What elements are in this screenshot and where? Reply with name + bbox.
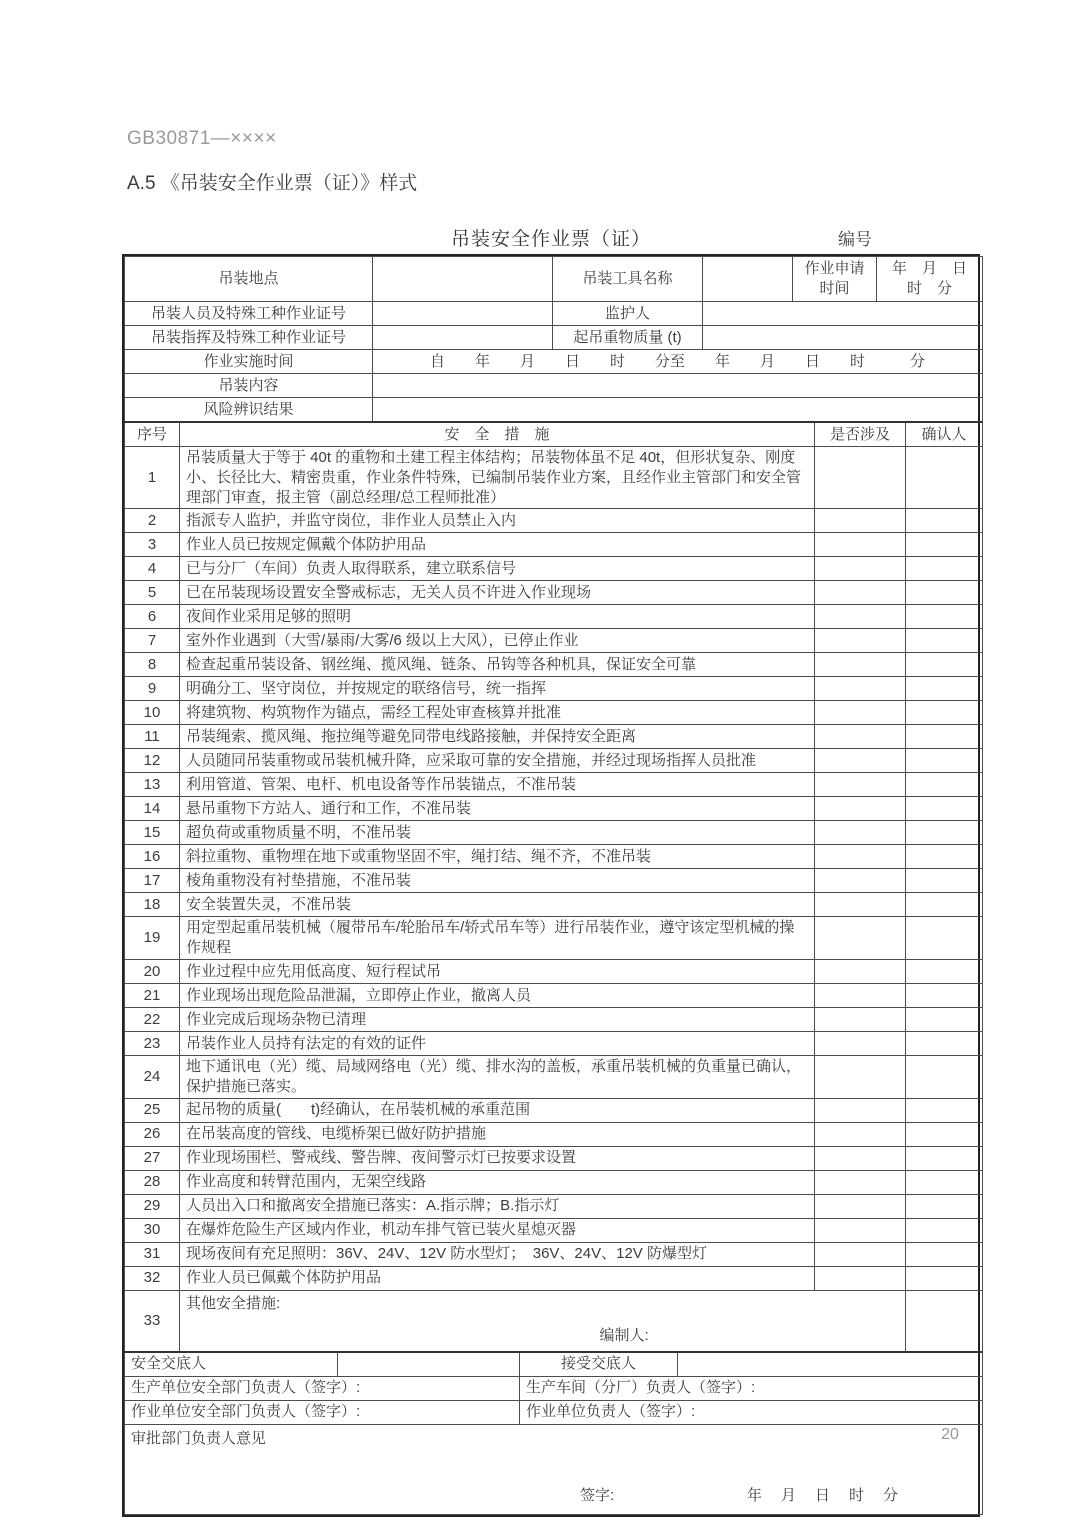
measure-row bbox=[125, 959, 983, 983]
measure-no: 10 bbox=[125, 701, 180, 725]
measures-body bbox=[125, 447, 983, 1291]
compiler-label: 编制人: bbox=[599, 1327, 649, 1345]
measure-row bbox=[125, 1170, 983, 1194]
personnel-cert-field bbox=[373, 302, 553, 326]
measure-text: 明确分工、坚守岗位，并按规定的联络信号，统一指挥 bbox=[180, 677, 815, 701]
involved-cell bbox=[815, 533, 906, 557]
measure-no: 28 bbox=[125, 1170, 180, 1194]
involved-cell bbox=[815, 959, 906, 983]
approval-opinion-label: 审批部门负责人意见 bbox=[131, 1429, 267, 1447]
confirmer-cell bbox=[906, 797, 983, 821]
form-number-label: 编号 bbox=[838, 230, 872, 249]
confirmer-cell bbox=[906, 1194, 983, 1218]
measure-row bbox=[125, 557, 983, 581]
measure-no: 29 bbox=[125, 1194, 180, 1218]
measure-no: 18 bbox=[125, 893, 180, 917]
signature-row-1 bbox=[125, 1376, 983, 1400]
unit-head-sign: 作业单位负责人（签字）: bbox=[520, 1400, 983, 1424]
measure-row bbox=[125, 725, 983, 749]
approval-row bbox=[125, 1424, 983, 1514]
col-header-measure: 安 全 措 施 bbox=[180, 422, 815, 447]
col-header-no: 序号 bbox=[125, 422, 180, 447]
measure-row bbox=[125, 533, 983, 557]
confirmer-cell bbox=[906, 557, 983, 581]
confirmer-cell bbox=[906, 1266, 983, 1290]
measure-text: 已与分厂（车间）负责人取得联系，建立联系信号 bbox=[180, 557, 815, 581]
involved-cell bbox=[815, 1031, 906, 1055]
involved-cell bbox=[815, 701, 906, 725]
measure-no: 6 bbox=[125, 605, 180, 629]
measure-no: 2 bbox=[125, 509, 180, 533]
measure-text: 作业现场出现危险品泄漏，立即停止作业，撤离人员 bbox=[180, 983, 815, 1007]
standard-code: GB30871—×××× bbox=[127, 128, 277, 149]
measure-text: 室外作业遇到（大雪/暴雨/大雾/6 级以上大风），已停止作业 bbox=[180, 629, 815, 653]
confirmer-cell bbox=[906, 701, 983, 725]
involved-cell bbox=[815, 1242, 906, 1266]
measure-row bbox=[125, 821, 983, 845]
measure-row bbox=[125, 1266, 983, 1290]
col-header-involved: 是否涉及 bbox=[815, 422, 906, 447]
measure-row bbox=[125, 629, 983, 653]
measure-no: 1 bbox=[125, 447, 180, 509]
measure-row-33 bbox=[125, 1290, 983, 1351]
confirmer-cell bbox=[906, 509, 983, 533]
measure-no: 5 bbox=[125, 581, 180, 605]
measure-text: 用定型起重吊装机械（履带吊车/轮胎吊车/轿式吊车等）进行吊装作业，遵守该定型机械的操作规程 bbox=[180, 917, 815, 960]
commander-cert-field bbox=[373, 326, 553, 350]
measure-no: 15 bbox=[125, 821, 180, 845]
involved-cell bbox=[815, 605, 906, 629]
implement-time-field: 自 年 月 日 时 分至 年 月 日 时 分 bbox=[373, 350, 983, 374]
involved-cell bbox=[815, 917, 906, 960]
personnel-cert-label: 吊装人员及特殊工种作业证号 bbox=[125, 302, 373, 326]
involved-cell bbox=[815, 1170, 906, 1194]
measure-text: 夜间作业采用足够的照明 bbox=[180, 605, 815, 629]
involved-cell bbox=[815, 677, 906, 701]
lifting-tool-field bbox=[703, 257, 793, 302]
measure-text: 作业过程中应先用低高度、短行程试吊 bbox=[180, 959, 815, 983]
guardian-label: 监护人 bbox=[553, 302, 703, 326]
measure-no: 20 bbox=[125, 959, 180, 983]
signature-row-2 bbox=[125, 1400, 983, 1424]
measure-row bbox=[125, 447, 983, 509]
measure-text: 斜拉重物、重物埋在地下或重物坚固不牢，绳打结、绳不齐，不准吊装 bbox=[180, 845, 815, 869]
measure-row bbox=[125, 773, 983, 797]
involved-cell bbox=[815, 1055, 906, 1098]
form-title-row bbox=[122, 224, 980, 254]
measure-no: 8 bbox=[125, 653, 180, 677]
approval-sign-date: 年 月 日 时 分 bbox=[747, 1486, 901, 1504]
lifting-tool-label: 吊装工具名称 bbox=[553, 257, 703, 302]
measure-row bbox=[125, 509, 983, 533]
measure-text: 起吊物的质量( t)经确认，在吊装机械的承重范围 bbox=[180, 1098, 815, 1122]
confirmer-cell bbox=[906, 845, 983, 869]
measure-row bbox=[125, 581, 983, 605]
measure-text: 在吊装高度的管线、电缆桥架已做好防护措施 bbox=[180, 1122, 815, 1146]
measure-text: 在爆炸危险生产区域内作业，机动车排气管已装火星熄灭器 bbox=[180, 1218, 815, 1242]
involved-cell bbox=[815, 653, 906, 677]
load-weight-label: 起吊重物质量 (t) bbox=[553, 326, 703, 350]
measure-no: 3 bbox=[125, 533, 180, 557]
involved-cell bbox=[815, 629, 906, 653]
apply-units-line1: 年 月 日 bbox=[891, 259, 967, 277]
involved-cell bbox=[815, 557, 906, 581]
measure-text: 作业高度和转臂范围内，无架空线路 bbox=[180, 1170, 815, 1194]
confirmer-cell bbox=[906, 653, 983, 677]
measure-text: 人员出入口和撤离安全措施已落实：A.指示牌；B.指示灯 bbox=[180, 1194, 815, 1218]
confirmer-cell bbox=[906, 917, 983, 960]
other-measures-cell bbox=[180, 1290, 906, 1351]
measure-row bbox=[125, 797, 983, 821]
confirmer-cell bbox=[906, 1098, 983, 1122]
measure-row bbox=[125, 1055, 983, 1098]
involved-cell bbox=[815, 869, 906, 893]
approval-opinion-cell bbox=[125, 1424, 983, 1514]
measure-row bbox=[125, 653, 983, 677]
involved-cell bbox=[815, 845, 906, 869]
measure-text: 利用管道、管架、电杆、机电设备等作吊装锚点，不准吊装 bbox=[180, 773, 815, 797]
confirmer-cell bbox=[906, 983, 983, 1007]
measure-text: 地下通讯电（光）缆、局域网络电（光）缆、排水沟的盖板，承重吊装机械的负重量已确认，保护措施已落实。 bbox=[180, 1055, 815, 1098]
involved-cell bbox=[815, 893, 906, 917]
info-row-6 bbox=[125, 398, 983, 422]
signature-table bbox=[124, 1351, 983, 1515]
measure-no: 27 bbox=[125, 1146, 180, 1170]
load-weight-field bbox=[703, 326, 983, 350]
measure-text: 已在吊装现场设置安全警戒标志，无关人员不许进入作业现场 bbox=[180, 581, 815, 605]
measure-text: 作业完成后现场杂物已清理 bbox=[180, 1007, 815, 1031]
measure-text: 作业人员已佩戴个体防护用品 bbox=[180, 1266, 815, 1290]
measure-no: 11 bbox=[125, 725, 180, 749]
briefing-receiver-label: 接受交底人 bbox=[520, 1352, 678, 1377]
measure-row bbox=[125, 1242, 983, 1266]
measure-text: 悬吊重物下方站人、通行和工作，不准吊装 bbox=[180, 797, 815, 821]
measure-text: 超负荷或重物质量不明，不准吊装 bbox=[180, 821, 815, 845]
involved-cell bbox=[815, 1266, 906, 1290]
involved-cell bbox=[815, 1218, 906, 1242]
safety-briefer-label: 安全交底人 bbox=[125, 1352, 338, 1377]
measure-row bbox=[125, 1031, 983, 1055]
measure-row bbox=[125, 845, 983, 869]
confirmer-cell bbox=[906, 1170, 983, 1194]
measure-text: 吊装质量大于等于 40t 的重物和土建工程主体结构；吊装物体虽不足 40t，但形状复杂、刚度小、长径比大、精密贵重，作业条件特殊，已编制吊装作业方案，且经作业主管部门和安全管理部门审查，报主管（副总经理/总工程师批准） bbox=[180, 447, 815, 509]
involved-cell bbox=[815, 447, 906, 509]
involved-cell bbox=[815, 797, 906, 821]
commander-cert-label: 吊装指挥及特殊工种作业证号 bbox=[125, 326, 373, 350]
involved-cell bbox=[815, 983, 906, 1007]
confirmer-cell bbox=[906, 749, 983, 773]
info-row-2 bbox=[125, 302, 983, 326]
measure-no: 26 bbox=[125, 1122, 180, 1146]
involved-cell bbox=[815, 1007, 906, 1031]
measure-row bbox=[125, 1007, 983, 1031]
measure-row bbox=[125, 605, 983, 629]
involved-cell bbox=[815, 1122, 906, 1146]
measure-text: 作业人员已按规定佩戴个体防护用品 bbox=[180, 533, 815, 557]
involved-cell bbox=[815, 1146, 906, 1170]
measure-no: 16 bbox=[125, 845, 180, 869]
measure-text: 将建筑物、构筑物作为锚点，需经工程处审查核算并批准 bbox=[180, 701, 815, 725]
measure-no: 13 bbox=[125, 773, 180, 797]
section-title: A.5 《吊装安全作业票（证）》样式 bbox=[127, 173, 418, 194]
measure-row bbox=[125, 869, 983, 893]
involved-cell bbox=[815, 821, 906, 845]
measure-no: 12 bbox=[125, 749, 180, 773]
confirmer-cell bbox=[906, 869, 983, 893]
lifting-content-label: 吊装内容 bbox=[125, 374, 373, 398]
measure-no: 23 bbox=[125, 1031, 180, 1055]
permit-form bbox=[122, 224, 980, 1517]
measure-no: 9 bbox=[125, 677, 180, 701]
guardian-field bbox=[703, 302, 983, 326]
other-measures-label: 其他安全措施: bbox=[186, 1294, 281, 1312]
confirmer-cell bbox=[906, 1055, 983, 1098]
approval-sign-label: 签字: bbox=[580, 1486, 615, 1504]
confirmer-cell bbox=[906, 1242, 983, 1266]
confirmer-cell bbox=[906, 821, 983, 845]
info-row-4 bbox=[125, 350, 983, 374]
confirmer-cell bbox=[906, 581, 983, 605]
confirmer-cell bbox=[906, 1146, 983, 1170]
apply-time-label: 作业申请时间 bbox=[793, 257, 877, 302]
confirmer-cell bbox=[906, 1007, 983, 1031]
measure-no: 31 bbox=[125, 1242, 180, 1266]
measure-no: 21 bbox=[125, 983, 180, 1007]
measure-text: 棱角重物没有衬垫措施，不准吊装 bbox=[180, 869, 815, 893]
confirmer-cell bbox=[906, 1122, 983, 1146]
lifting-content-field bbox=[373, 374, 983, 398]
measure-row bbox=[125, 983, 983, 1007]
measure-no: 25 bbox=[125, 1098, 180, 1122]
measure-no: 24 bbox=[125, 1055, 180, 1098]
lifting-site-label: 吊装地点 bbox=[125, 257, 373, 302]
measure-row bbox=[125, 1098, 983, 1122]
confirmer-cell bbox=[906, 1031, 983, 1055]
form-title: 吊装安全作业票（证） bbox=[450, 229, 651, 250]
measure-text: 吊装作业人员持有法定的有效的证件 bbox=[180, 1031, 815, 1055]
measure-row bbox=[125, 917, 983, 960]
col-header-confirmer: 确认人 bbox=[906, 422, 983, 447]
risk-result-field bbox=[373, 398, 983, 422]
prod-safety-dept-sign: 生产单位安全部门负责人（签字）: bbox=[125, 1376, 520, 1400]
measure-row bbox=[125, 1218, 983, 1242]
measure-text: 人员随同吊装重物或吊装机械升降，应采取可靠的安全措施，并经过现场指挥人员批准 bbox=[180, 749, 815, 773]
apply-units-line2: 时 分 bbox=[906, 280, 952, 297]
measure-no: 4 bbox=[125, 557, 180, 581]
measure-text: 作业现场围栏、警戒线、警告牌、夜间警示灯已按要求设置 bbox=[180, 1146, 815, 1170]
measures-header-row bbox=[125, 422, 983, 447]
measures-table bbox=[124, 421, 983, 1352]
confirmer-cell bbox=[906, 1218, 983, 1242]
briefing-receiver-field bbox=[678, 1352, 983, 1377]
measure-text: 检查起重吊装设备、钢丝绳、揽风绳、链条、吊钩等各种机具，保证安全可靠 bbox=[180, 653, 815, 677]
measure-text: 指派专人监护，并监守岗位，非作业人员禁止入内 bbox=[180, 509, 815, 533]
measure-no: 33 bbox=[125, 1290, 180, 1351]
apply-time-units bbox=[877, 257, 983, 302]
confirmer-cell bbox=[906, 959, 983, 983]
measure-row bbox=[125, 749, 983, 773]
measure-row bbox=[125, 893, 983, 917]
confirmer-cell bbox=[906, 773, 983, 797]
measure-no: 30 bbox=[125, 1218, 180, 1242]
measure-no: 17 bbox=[125, 869, 180, 893]
involved-cell bbox=[815, 749, 906, 773]
prod-workshop-sign: 生产车间（分厂）负责人（签字）: bbox=[520, 1376, 983, 1400]
confirmer-cell bbox=[906, 893, 983, 917]
safety-briefer-field bbox=[338, 1352, 520, 1377]
info-table bbox=[124, 256, 983, 422]
confirmer-cell bbox=[906, 1290, 983, 1351]
risk-result-label: 风险辨识结果 bbox=[125, 398, 373, 422]
confirmer-cell bbox=[906, 533, 983, 557]
measure-row bbox=[125, 1122, 983, 1146]
measure-row bbox=[125, 701, 983, 725]
measure-row bbox=[125, 1146, 983, 1170]
info-row-1 bbox=[125, 257, 983, 302]
involved-cell bbox=[815, 725, 906, 749]
involved-cell bbox=[815, 581, 906, 605]
involved-cell bbox=[815, 1194, 906, 1218]
measure-row bbox=[125, 677, 983, 701]
involved-cell bbox=[815, 509, 906, 533]
measure-text: 安全装置失灵，不准吊装 bbox=[180, 893, 815, 917]
implement-time-label: 作业实施时间 bbox=[125, 350, 373, 374]
measure-no: 7 bbox=[125, 629, 180, 653]
measure-row bbox=[125, 1194, 983, 1218]
measure-no: 14 bbox=[125, 797, 180, 821]
confirmer-cell bbox=[906, 677, 983, 701]
confirmer-cell bbox=[906, 725, 983, 749]
info-row-3 bbox=[125, 326, 983, 350]
measure-text: 吊装绳索、揽风绳、拖拉绳等避免同带电线路接触，并保持安全距离 bbox=[180, 725, 815, 749]
confirmer-cell bbox=[906, 447, 983, 509]
measure-text: 现场夜间有充足照明：36V、24V、12V 防水型灯； 36V、24V、12V 防爆型灯 bbox=[180, 1242, 815, 1266]
form-sheet bbox=[122, 254, 980, 1517]
lifting-site-field bbox=[373, 257, 553, 302]
involved-cell bbox=[815, 773, 906, 797]
unit-safety-dept-sign: 作业单位安全部门负责人（签字）: bbox=[125, 1400, 520, 1424]
info-row-5 bbox=[125, 374, 983, 398]
measure-no: 22 bbox=[125, 1007, 180, 1031]
measure-no: 32 bbox=[125, 1266, 180, 1290]
confirmer-cell bbox=[906, 605, 983, 629]
measure-no: 19 bbox=[125, 917, 180, 960]
involved-cell bbox=[815, 1098, 906, 1122]
page-number: 20 bbox=[941, 1426, 959, 1443]
briefing-row bbox=[125, 1352, 983, 1377]
confirmer-cell bbox=[906, 629, 983, 653]
